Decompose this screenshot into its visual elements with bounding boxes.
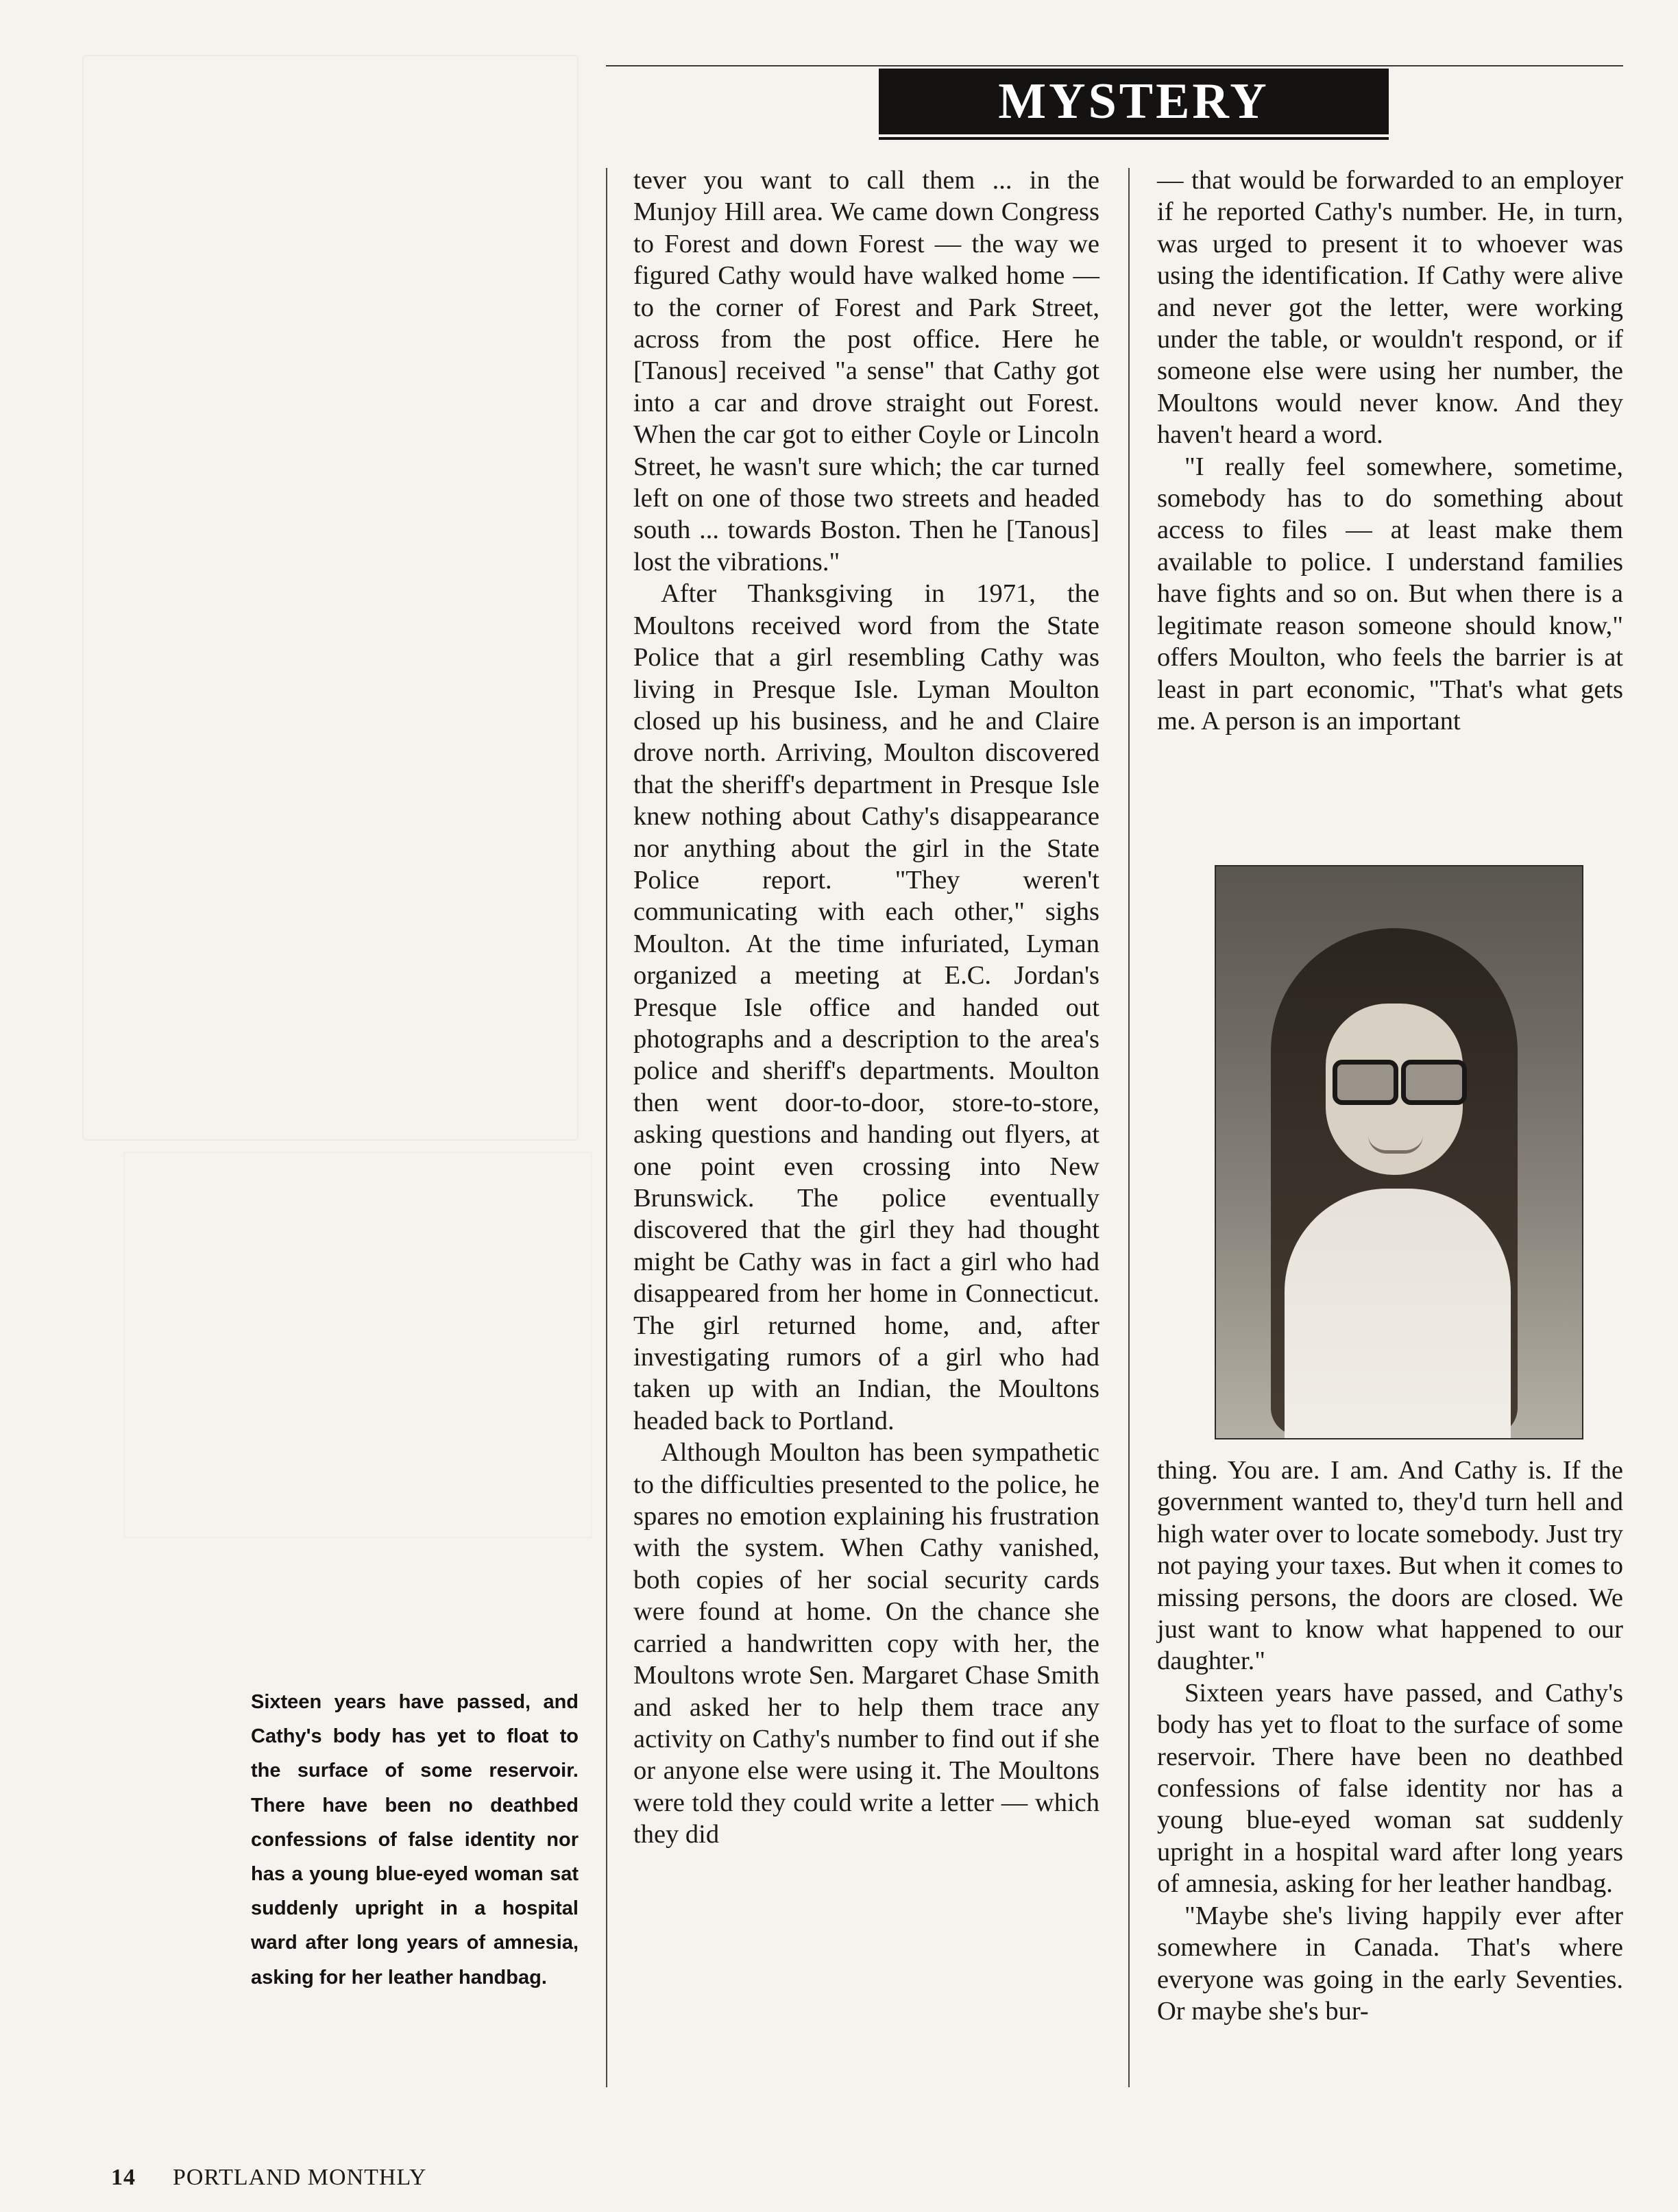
glasses-icon <box>1333 1060 1398 1105</box>
banner-underline <box>879 137 1389 140</box>
glasses-icon <box>1401 1060 1467 1105</box>
page-footer <box>111 2165 426 2191</box>
article-column-right-bottom <box>1157 1455 1623 2027</box>
paragraph: After Thanksgiving in 1971, the Moultons received word from the State Police that a girl resembling Cathy was living in Presque Isle. Lyman Moulton closed up his business, and he and Claire drove north. Arriving, Moulton discovered that the sheriff's department in Presque Isle knew nothing about Cathy's disappearance nor anything about the girl in the State Police report. "They weren't communicating with each other," sighs Moulton. At the time infuriated, Lyman organized a meeting at E.C. Jordan's Presque Isle office and handed out photographs and a description to the area's police and sheriff's departments. Moulton then went door-to-door, store-to-store, asking questions and handing out flyers, at one point even crossing into New Brunswick. The police eventually discovered that the girl they had thought might be Cathy was in fact a girl who had disappeared from her home in Connecticut. The girl returned home, and, after investigating rumors of a girl who had taken up with an Indian, the Moultons headed back to Portland. <box>633 579 1099 1435</box>
photo-body <box>1285 1189 1511 1439</box>
bleed-through-ad <box>82 55 579 1141</box>
header-rule <box>606 65 1623 66</box>
paragraph: thing. You are. I am. And Cathy is. If the government wanted to, they'd turn hell and high water over to locate somebody. Just try not paying your taxes. But when it comes to missing persons, the doors are closed. We just want to know what happened to our daughter." <box>1157 1456 1623 1676</box>
paragraph: tever you want to call them ... in the Munjoy Hill area. We came down Congress to Forest and down Forest — the way we figured Cathy would have walked home — to the corner of Forest and Park Street, across from the post office. Here he [Tanous] received "a sense" that Cathy got into a car and drove straight out Forest. When the car got to either Coyle or Lincoln Street, he wasn't sure which; the car turned left on one of those two streets and headed south ... towards Boston. Then he [Tanous] lost the vibrations." <box>633 166 1099 576</box>
paragraph: "I really feel somewhere, sometime, somebody has to do something about access to files — at least make them available to police. I understand families have fights and so on. But when there is a legitimate reason someone should know," offers Moulton, who feels the barrier is at least in part economic, "That's what gets me. A person is an important <box>1157 452 1623 736</box>
portrait-photo <box>1215 865 1583 1439</box>
column-divider <box>1128 168 1130 2087</box>
article-column-right-top <box>1157 165 1623 737</box>
article-column-middle <box>633 165 1099 1851</box>
page-number: 14 <box>111 2165 136 2190</box>
bleed-through-box <box>123 1152 592 1538</box>
section-banner: MYSTERY <box>879 69 1389 134</box>
paragraph: Sixteen years have passed, and Cathy's body has yet to float to the surface of some reservoir. There have been no deathbed confessions of false identity nor has a young blue-eyed woman sat suddenly upright in a hospital ward after long years of amnesia, asking for her leather handbag. <box>1157 1678 1623 1899</box>
paragraph: "Maybe she's living happily ever after somewhere in Canada. That's where everyone was going in the early Seventies. Or maybe she's bur- <box>1157 1901 1623 2026</box>
pull-quote: Sixteen years have passed, and Cathy's body has yet to float to the surface of some reservoir. There have been no deathbed confessions of false identity nor has a young blue-eyed woman sat suddenly upright in a hospital ward after long years of amnesia, asking for her leather handbag. <box>251 1691 579 1989</box>
paragraph: Although Moulton has been sympathetic to the difficulties presented to the police, he spares no emotion explaining his frustration with the system. When Cathy vanished, both copies of her social security cards were found at home. On the chance she carried a handwritten copy with her, the Moultons wrote Sen. Margaret Chase Smith and asked her to help them trace any activity on Cathy's number to find out if she or anyone else were using it. The Moultons were told they could write a letter — which they did <box>633 1438 1099 1849</box>
paragraph: — that would be forwarded to an employer if he reported Cathy's number. He, in turn, was urged to present it to whoever was using the identification. If Cathy were alive and never got the letter, were working under the table, or wouldn't respond, or if someone else were using her number, the Moultons would never know. And they haven't heard a word. <box>1157 166 1623 450</box>
column-divider <box>606 168 607 2087</box>
publication-name: PORTLAND MONTHLY <box>173 2165 427 2190</box>
